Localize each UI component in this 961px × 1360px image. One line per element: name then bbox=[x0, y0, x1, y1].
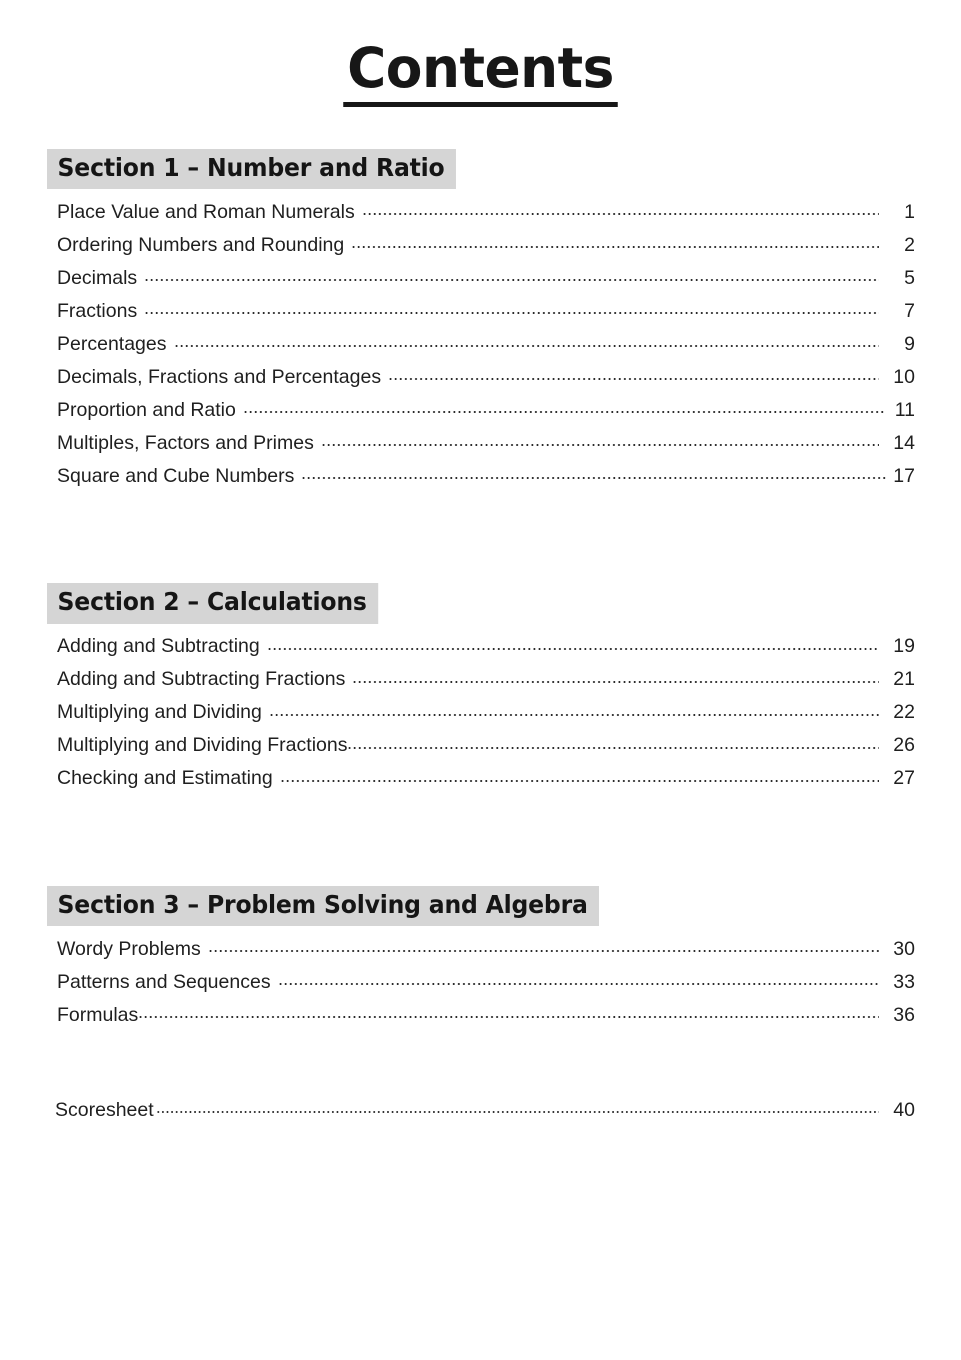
toc-entry[interactable] bbox=[47, 429, 915, 462]
toc-entry-label: Patterns and Sequences bbox=[57, 970, 271, 993]
toc-entry-label: Decimals bbox=[57, 266, 138, 289]
toc-entry[interactable] bbox=[47, 765, 915, 798]
toc-entry-page: 17 bbox=[893, 464, 915, 487]
dot-leader bbox=[347, 732, 879, 752]
section-header-2: Section 2 – Calculations bbox=[47, 583, 378, 624]
dot-leader bbox=[352, 666, 879, 686]
toc-entry-label: Place Value and Roman Numerals bbox=[57, 200, 355, 223]
toc-entry-page: 10 bbox=[893, 365, 915, 388]
dot-leader bbox=[388, 363, 879, 383]
toc-entry[interactable] bbox=[47, 198, 915, 231]
toc-entry[interactable] bbox=[47, 264, 915, 297]
toc-entry-label: Wordy Problems bbox=[57, 937, 201, 960]
toc-entry-page: 11 bbox=[894, 398, 915, 421]
dot-leader bbox=[278, 968, 879, 988]
toc-entry[interactable] bbox=[47, 363, 915, 396]
toc-entry-label: Multiples, Factors and Primes bbox=[57, 431, 314, 454]
toc-entry-page: 14 bbox=[893, 431, 915, 454]
toc-entry-page: 21 bbox=[893, 668, 915, 691]
toc-entry[interactable] bbox=[47, 732, 915, 765]
toc-entry-label: Scoresheet bbox=[55, 1098, 154, 1121]
toc-entry-page: 36 bbox=[893, 1003, 915, 1026]
section-3 bbox=[47, 886, 915, 1035]
toc-entry-label: Adding and Subtracting Fractions bbox=[57, 668, 346, 691]
toc-entry-label: Proportion and Ratio bbox=[57, 398, 236, 421]
dot-leader bbox=[269, 699, 879, 719]
toc-entry-page: 27 bbox=[893, 767, 915, 790]
dot-leader bbox=[144, 264, 879, 284]
toc-entry-page: 30 bbox=[893, 937, 915, 960]
toc-entry-label: Multiplying and Dividing Fractions bbox=[57, 734, 348, 757]
toc-entry-label: Decimals, Fractions and Percentages bbox=[57, 365, 382, 388]
toc-entry-page: 5 bbox=[904, 266, 915, 289]
dot-leader bbox=[243, 396, 886, 416]
toc-entry-label: Formulas bbox=[57, 1003, 139, 1026]
dot-leader bbox=[280, 765, 879, 785]
toc-entry[interactable] bbox=[47, 1001, 915, 1034]
page-title-container bbox=[0, 0, 961, 107]
toc-entry-page: 1 bbox=[904, 200, 915, 223]
table-of-contents bbox=[0, 149, 961, 1130]
toc-entry-label: Checking and Estimating bbox=[57, 767, 273, 790]
dot-leader bbox=[267, 633, 879, 653]
toc-entry-label: Multiplying and Dividing bbox=[57, 701, 262, 724]
section-1 bbox=[47, 149, 915, 496]
toc-entry-page: 2 bbox=[904, 233, 915, 256]
section-2 bbox=[47, 583, 915, 798]
toc-entry-label: Percentages bbox=[57, 332, 167, 355]
section-2-entries bbox=[47, 633, 915, 798]
toc-entry[interactable] bbox=[47, 699, 915, 732]
dot-leader bbox=[144, 297, 879, 317]
toc-entry[interactable] bbox=[47, 1096, 915, 1129]
toc-entry-page: 40 bbox=[893, 1098, 915, 1121]
dot-leader bbox=[301, 462, 886, 482]
toc-entry-page: 26 bbox=[893, 734, 915, 757]
toc-entry[interactable] bbox=[47, 633, 915, 666]
toc-entry[interactable] bbox=[47, 935, 915, 968]
toc-entry-page: 19 bbox=[893, 635, 915, 658]
toc-entry-page: 22 bbox=[893, 701, 915, 724]
dot-leader bbox=[362, 198, 879, 218]
section-1-entries bbox=[47, 198, 915, 495]
toc-entry-label: Square and Cube Numbers bbox=[57, 464, 295, 487]
section-header-1: Section 1 – Number and Ratio bbox=[47, 149, 456, 190]
toc-entry[interactable] bbox=[47, 462, 915, 495]
dot-leader bbox=[138, 1001, 879, 1021]
toc-entry[interactable] bbox=[47, 396, 915, 429]
toc-entry-label: Adding and Subtracting bbox=[57, 635, 260, 658]
toc-entry[interactable] bbox=[47, 297, 915, 330]
toc-entry-page: 7 bbox=[904, 299, 915, 322]
toc-entry[interactable] bbox=[47, 968, 915, 1001]
page-title: Contents bbox=[343, 40, 618, 107]
toc-entry[interactable] bbox=[47, 666, 915, 699]
toc-entry-page: 9 bbox=[904, 332, 915, 355]
dot-leader bbox=[174, 330, 880, 350]
dot-leader bbox=[351, 231, 879, 251]
dot-leader bbox=[208, 935, 879, 955]
toc-entry[interactable] bbox=[47, 330, 915, 363]
toc-entry[interactable] bbox=[47, 231, 915, 264]
dot-leader bbox=[321, 429, 879, 449]
toc-entry-label: Ordering Numbers and Rounding bbox=[57, 233, 345, 256]
toc-entry-page: 33 bbox=[893, 970, 915, 993]
section-3-entries bbox=[47, 935, 915, 1034]
section-header-3: Section 3 – Problem Solving and Algebra bbox=[47, 886, 599, 927]
scoresheet-section bbox=[47, 1096, 915, 1129]
dot-leader bbox=[156, 1096, 879, 1116]
toc-entry-label: Fractions bbox=[57, 299, 138, 322]
